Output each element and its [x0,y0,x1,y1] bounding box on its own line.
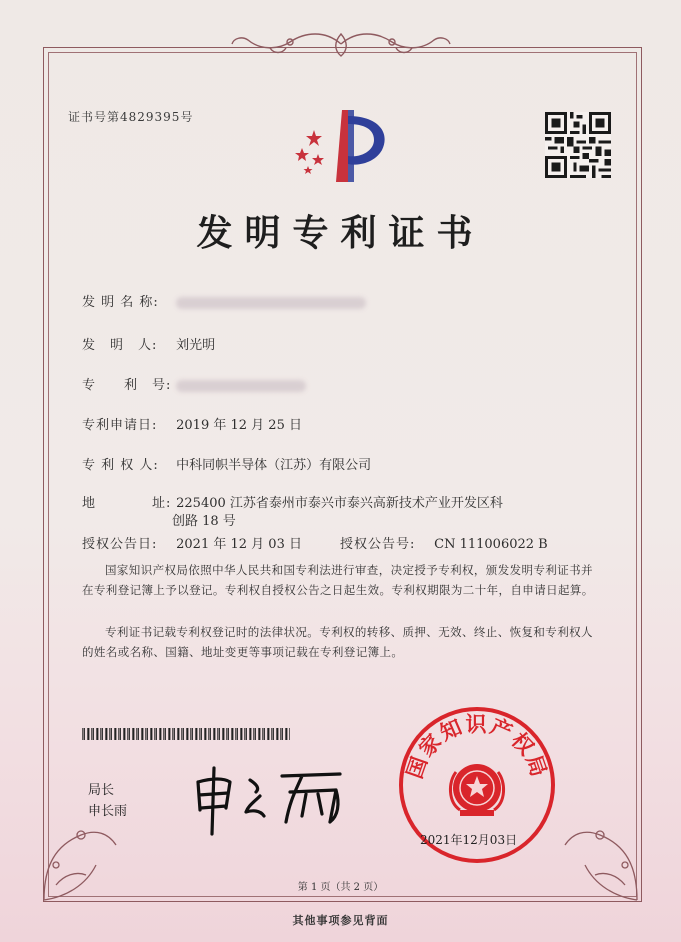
certificate-title: 发明专利证书 [196,212,485,254]
patent-number-label: 专 利 号: [82,378,172,393]
redacted-invention-name [176,297,366,309]
grant-date-label: 授权公告日: [82,537,158,552]
address-row [82,492,503,511]
inventor-value: 刘光明 [176,338,216,353]
grant-date-value: 2021 年 12 月 03 日 [176,537,302,552]
application-date-row [82,414,302,433]
address-value-line1: 225400 江苏省泰州市泰兴市泰兴高新技术产业开发区科 [176,496,503,511]
grant-number-row [340,533,548,552]
redacted-patent-number [176,380,306,392]
legal-status-paragraph: 专利证书记载专利权登记时的法律状况。专利权的转移、质押、无效、终止、恢复和专利权人的姓名或名称、国籍、地址变更等事项记载在专利登记簿上。 [82,625,593,659]
seal-date: 2021年12月03日 [420,833,518,847]
address-label: 地 址: [82,496,172,511]
barcode-icon [82,728,292,740]
qr-code-icon [545,112,611,178]
page-number: 第 1 页（共 2 页） [297,882,384,893]
inventor-label: 发 明 人: [82,338,158,353]
top-ornament [230,28,452,60]
grant-number-value: CN 111006022 B [434,537,548,552]
patentee-value: 中科同帜半导体（江苏）有限公司 [176,458,372,473]
cnipa-logo-icon [292,106,392,186]
invention-name-row [82,291,366,310]
address-value-line2: 创路 18 号 [172,514,236,529]
inventor-row [82,334,215,353]
application-date-label: 专利申请日: [82,418,158,433]
patentee-row [82,454,371,473]
invention-name-label: 发 明 名 称: [82,295,159,310]
director-signature [190,760,360,840]
patent-number-row [82,374,306,393]
certificate-number: 证书号第4829395号 [68,110,194,124]
footer-note: 其他事项参见背面 [292,914,389,927]
application-date-value: 2019 年 12 月 25 日 [176,418,302,433]
director-name: 申长雨 [88,804,128,819]
director-title: 局长 [88,783,115,798]
grant-statement-paragraph: 国家知识产权局依照中华人民共和国专利法进行审查，决定授予专利权，颁发发明专利证书并在专利登记簿上予以登记。专利权自授权公告之日起生效。专利权期限为二十年，自申请日起算。 [82,563,594,597]
address-row-2 [172,510,236,529]
grant-number-label: 授权公告号: [340,537,416,552]
seal-text: 国家知识产权局 [401,711,553,782]
grant-date-row [82,533,302,552]
patentee-label: 专 利 权 人: [82,458,159,473]
